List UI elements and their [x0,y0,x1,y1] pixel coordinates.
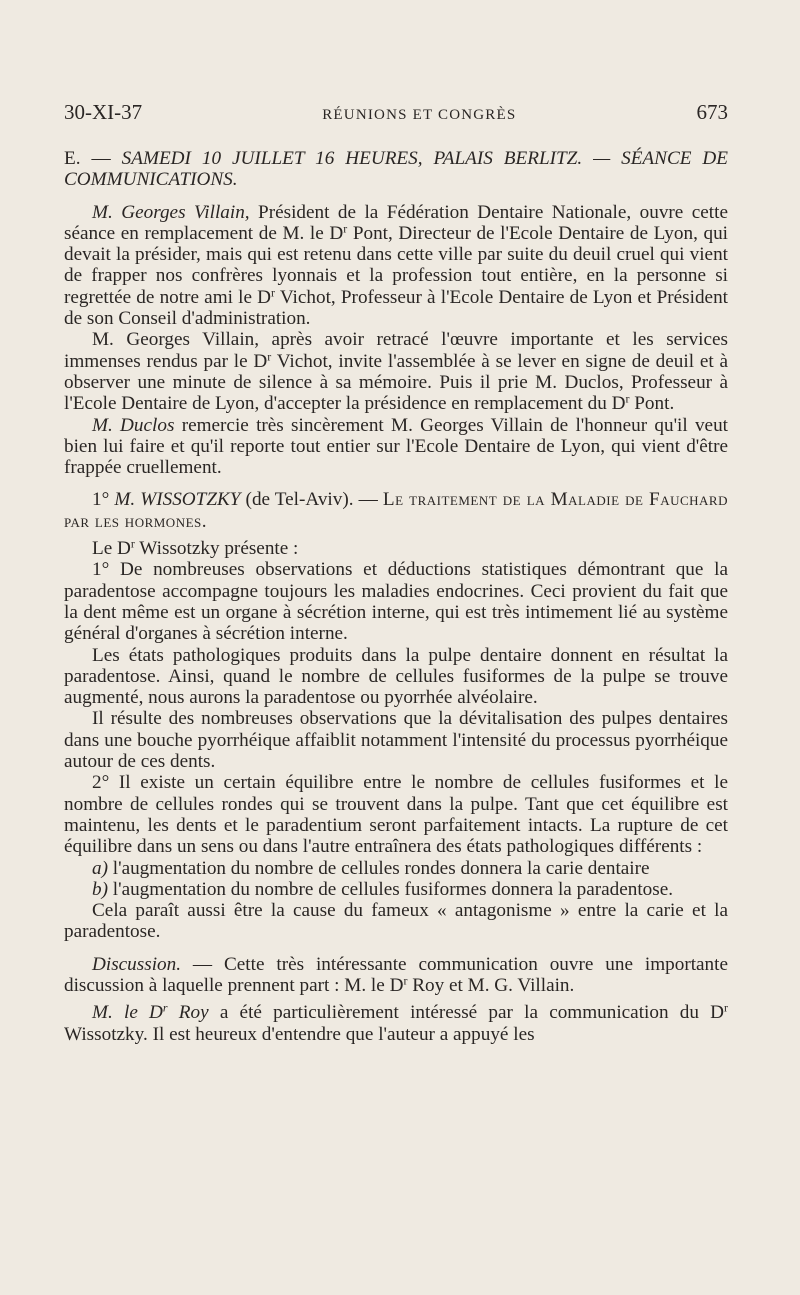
paragraph-3 [64,415,728,479]
paragraph-8: 2° Il existe un certain équilibre entre le nombre de cellules fusiformes et le nombre de cellules rondes qui se trouvent dans la pulpe. Tant que cet équilibre est maintenu, les dents et le paradentium seront parfaitement intacts. La rupture de cet équilibre dans un sens ou dans l'autre entraînera des états pathologiques différents : [64,772,728,858]
text-run: Wissotzky. Il est heureux d'entendre que l'auteur a appuyé les [64,1023,535,1045]
text-run: l'augmentation du nombre de cellules rondes donnera la carie dentaire [107,857,650,879]
text-run: Pont. [629,393,675,415]
superscript: r [271,285,275,300]
superscript: r [162,1000,168,1015]
speaker-name [92,1002,209,1023]
header-date: 30-XI-37 [64,100,143,124]
item-number: 1° [92,489,110,511]
communication-title: Le traitement de la Maladie de Fauchard par les hormones. [64,489,728,532]
text-run: M. Georges Villain, après avoir retracé l'œuvre importante et les services immenses rendus par le D [64,329,728,372]
list-item-a [64,858,728,879]
section-prefix: E. — [64,148,111,169]
list-label: a) [92,857,108,879]
paragraph-13 [64,1002,728,1045]
discussion-label: Discussion. [92,953,182,975]
text-run: Roy et M. G. Villain. [407,974,575,996]
body-text [64,148,728,1045]
superscript: r [343,221,348,236]
paragraph-11: Cela paraît aussi être la cause du fameux « antagonisme » entre la carie et la paradentose. [64,900,728,943]
superscript: r [267,349,272,364]
paragraph-7: Il résulte des nombreuses observations que la dévitalisation des pulpes dentaires dans une bouche pyorrhéique affaiblit notamment l'intensité du processus pyorrhéique autour de ces dents. [64,708,728,773]
text-run: a été particulièrement intéressé par la communication du D [208,1002,725,1024]
paragraph-2 [64,329,728,414]
speaker-name: M. Georges Villain, [92,201,250,223]
superscript: r [403,973,408,988]
paragraph-5: 1° De nombreuses observations et déductions statistiques démontrant que la paradentose accompagne toujours les maladies endocrines. Ceci provient du fait que la dent même est un organe à sécrétion interne, qui est très intimement lié au système général d'organes à sécrétion interne. [64,559,728,645]
text-run: M. le D [92,1002,163,1024]
header-title: RÉUNIONS ET CONGRÈS [322,107,517,123]
text-run: remercie très sincèrement M. Georges Villain de l'honneur qu'il veut bien lui faire et qu'il reporte tout entier sur l'Ecole Dentaire de Lyon, qui vient d'être frappée cruellement. [64,414,728,479]
text-run: Wissotzky présente : [134,538,299,560]
author-name: M. WISSOTZKY [114,489,241,511]
text-run: Roy [167,1002,209,1024]
text-run: Vichot, Professeur à l'Ecole Dentaire de Lyon et Président de son Conseil d'administration. [64,286,728,330]
paragraph-6: Les états pathologiques produits dans la pulpe dentaire donnent en résultat la paradentose. Ainsi, quand le nombre de cellules fusiformes de la pulpe se trouve augmenté, nous aurons la paradentose ou pyorrhée alvéolaire. [64,644,728,709]
running-header [64,100,728,125]
communication-item-1 [64,489,728,532]
superscript: r [130,536,135,551]
page-number: 673 [696,100,728,124]
author-place: (de Tel-Aviv). — [240,489,383,511]
paragraph-1 [64,202,728,330]
section-heading [64,148,728,191]
list-label: b) [92,878,108,900]
paragraph-4 [64,538,728,559]
speaker-name: M. Duclos [92,414,175,436]
text-run: — Cette très intéressante communication ouvre une importante discussion à laquelle prennent part : M. le D [64,953,728,996]
text-run: Pont, Directeur de l'Ecole Dentaire de Lyon, qui devait la présider, mais qui est retenu dans cette ville par suite du deuil cruel qui vient de frapper nos confrères lyonnais et la profession tout entière, en la personne si regrettée de notre ami le D [64,222,728,308]
text-run: Vichot, invite l'assemblée à se lever en signe de deuil et à observer une minute de silence à sa mémoire. Puis il prie M. Duclos, Professeur à l'Ecole Dentaire de Lyon, d'accepter la présidence en remplacement du D [64,350,728,415]
superscript: r [625,391,630,406]
text-run: Président de la Fédération Dentaire Nationale, ouvre cette séance en remplacement de M. le D [64,201,728,244]
list-item-b [64,879,728,900]
superscript: r [724,1000,728,1015]
text-run: l'augmentation du nombre de cellules fusiformes donnera la paradentose. [107,878,674,900]
section-title: SAMEDI 10 JUILLET 16 HEURES, PALAIS BERLITZ. — SÉANCE DE COMMUNICATIONS. [64,148,729,191]
discussion-paragraph [64,954,728,997]
text-run: Le D [92,538,131,560]
